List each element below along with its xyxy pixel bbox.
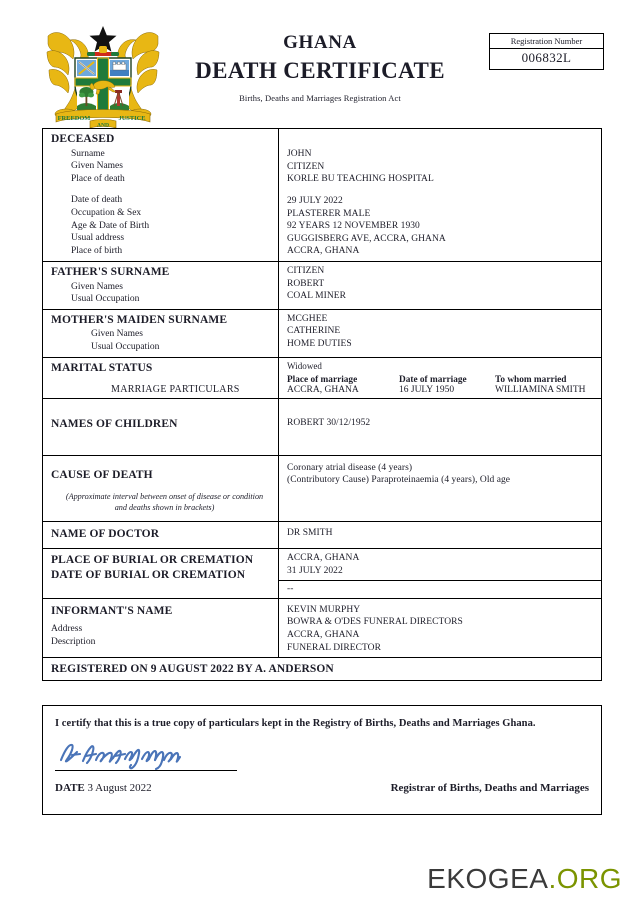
children-value-cell: [279, 399, 601, 455]
watermark-primary: EKOGEA: [427, 863, 549, 894]
marriage-particulars-value-row: [287, 385, 601, 395]
doctor-label-cell: [43, 522, 279, 548]
value-place-of-death: KORLE BU TEACHING HOSPITAL: [287, 174, 434, 185]
value-date-of-marriage: 16 JULY 1950: [399, 384, 455, 395]
value-usual-address: GUGGISBERG AVE, ACCRA, GHANA: [287, 233, 446, 244]
informant-values-cell: [279, 599, 601, 658]
burial-place-heading: PLACE OF BURIAL OR CREMATION: [51, 553, 254, 566]
label-occupation-sex: Occupation & Sex: [71, 208, 142, 219]
children-heading: NAMES OF CHILDREN: [51, 418, 178, 431]
signature-area: [55, 736, 255, 771]
table-row-mother: [43, 310, 601, 358]
title-block: [170, 32, 470, 103]
value-father-given-names: ROBERT: [287, 278, 325, 289]
marital-status-heading: MARITAL STATUS: [51, 361, 153, 374]
label-place-of-death: Place of death: [71, 173, 125, 184]
children-label-cell: [43, 399, 279, 455]
label-informant-address: Address: [51, 624, 83, 635]
mother-heading: MOTHER'S MAIDEN SURNAME: [51, 313, 228, 326]
table-row-registered: [43, 658, 601, 680]
cause-label-cell: [43, 456, 279, 522]
value-cause-line-1: Coronary atrial disease (4 years): [287, 462, 413, 473]
marriage-particulars-label: MARRIAGE PARTICULARS: [111, 384, 240, 396]
label-surname: Surname: [71, 148, 105, 159]
date-value: 3 August 2022: [87, 782, 152, 794]
father-values-cell: [279, 262, 601, 309]
value-mother-surname: MCGHEE: [287, 313, 328, 324]
deceased-labels-cell: [43, 129, 279, 261]
certification-statement: I certify that this is a true copy of particulars kept in the Registry of Births, Deaths and Marriages Ghana.: [55, 718, 536, 729]
spacer: [287, 132, 601, 148]
value-mother-occupation: HOME DUTIES: [287, 339, 352, 350]
spacer: [287, 186, 601, 195]
doctor-heading: NAME OF DOCTOR: [51, 528, 160, 541]
mother-labels-cell: [43, 310, 279, 357]
table-row-informant: [43, 599, 601, 659]
label-place-of-birth: Place of birth: [71, 245, 123, 256]
doctor-value-cell: [279, 522, 601, 548]
value-to-whom-married: WILLIAMINA SMITH: [495, 384, 586, 395]
label-usual-address: Usual address: [71, 233, 125, 244]
registered-statement: REGISTERED ON 9 AUGUST 2022 BY A. ANDERSON: [51, 663, 334, 676]
label-mother-given-names: Given Names: [91, 329, 143, 340]
burial-value-cell: [279, 549, 601, 598]
mother-values-cell: [279, 310, 601, 357]
value-informant-name: KEVIN MURPHY: [287, 604, 361, 615]
crest-motto-left: FREEDOM: [57, 115, 91, 123]
crest-motto-right: JUSTICE: [118, 115, 146, 123]
value-father-surname: CITIZEN: [287, 266, 325, 276]
value-place-of-birth: ACCRA, GHANA: [287, 246, 360, 257]
marital-labels-cell: [43, 358, 279, 399]
value-father-occupation: COAL MINER: [287, 291, 346, 302]
signature-rule: [55, 770, 237, 771]
certification-date: [55, 782, 152, 794]
certificate-header: [0, 0, 644, 129]
informant-heading: INFORMANT'S NAME: [51, 604, 173, 617]
table-row-deceased: [43, 129, 601, 262]
cause-of-death-heading: CAUSE OF DEATH: [51, 468, 153, 481]
value-informant-organisation: BOWRA & O'DES FUNERAL DIRECTORS: [287, 617, 463, 628]
ghana-coat-of-arms-icon: [44, 22, 162, 134]
label-given-names: Given Names: [71, 161, 123, 172]
registration-number-box: [489, 33, 604, 70]
label-age-dob: Age & Date of Birth: [71, 220, 150, 231]
value-children: ROBERT 30/12/1952: [287, 418, 371, 429]
burial-date-heading: DATE OF BURIAL OR CREMATION: [51, 569, 246, 582]
marital-values-cell: [279, 358, 601, 399]
value-cause-line-2: (Contributory Cause) Paraproteinaemia (4 years), Old age: [287, 475, 511, 486]
crest-motto-mid: AND: [96, 122, 110, 129]
value-informant-description: FUNERAL DIRECTOR: [287, 642, 381, 653]
country-title: GHANA: [283, 32, 357, 53]
registration-number-value: 006832L: [490, 48, 603, 68]
deceased-heading: DECEASED: [51, 133, 115, 145]
table-row-children: [43, 399, 601, 456]
value-date-of-death: 29 JULY 2022: [287, 195, 343, 206]
registration-act-subtitle: Births, Deaths and Marriages Registration Act: [239, 93, 401, 104]
value-marital-status: Widowed: [287, 360, 322, 371]
value-burial-date: 31 JULY 2022: [287, 565, 343, 576]
value-burial-extra: --: [287, 584, 294, 595]
date-label: DATE: [55, 782, 85, 794]
label-date-of-death: Date of death: [71, 195, 123, 206]
registrar-title: Registrar of Births, Deaths and Marriages: [390, 782, 589, 794]
label-father-given-names: Given Names: [71, 281, 123, 292]
registration-number-label: Registration Number: [510, 36, 583, 46]
marriage-particulars-header-row: [287, 375, 601, 385]
value-informant-address: ACCRA, GHANA: [287, 630, 360, 641]
burial-place-date-subrow: [279, 549, 601, 581]
label-informant-description: Description: [51, 636, 96, 647]
table-row-marital-status: [43, 358, 601, 400]
spacer: [51, 185, 278, 194]
ekogea-watermark: [427, 863, 622, 895]
value-occupation-sex: PLASTERER MALE: [287, 208, 371, 219]
registrar-signature: [55, 736, 245, 770]
table-row-father: [43, 262, 601, 310]
certificate-table: [42, 128, 602, 681]
col-place-of-marriage: Place of marriage: [287, 374, 358, 385]
value-surname: JOHN: [287, 149, 312, 159]
value-mother-given-names: CATHERINE: [287, 326, 341, 337]
father-heading: FATHER'S SURNAME: [51, 266, 170, 278]
burial-label-cell: [43, 549, 279, 598]
father-labels-cell: [43, 262, 279, 309]
label-mother-occupation: Usual Occupation: [91, 341, 160, 352]
col-date-of-marriage: Date of marriage: [399, 374, 467, 385]
value-doctor: DR SMITH: [287, 528, 333, 539]
col-to-whom-married: To whom married: [495, 374, 567, 385]
deceased-values-cell: [279, 129, 601, 261]
watermark-suffix: .ORG: [548, 863, 622, 894]
burial-extra-subrow: [279, 581, 601, 598]
informant-labels-cell: [43, 599, 279, 658]
label-father-occupation: Usual Occupation: [71, 294, 140, 305]
cause-of-death-note: (Approximate interval between onset of disease or condition and deaths shown in brackets): [65, 492, 264, 512]
value-given-names: CITIZEN: [287, 161, 325, 172]
certification-box: [42, 705, 602, 815]
table-row-doctor: [43, 522, 601, 549]
value-place-of-marriage: ACCRA, GHANA: [287, 384, 359, 395]
cause-value-cell: [279, 456, 601, 522]
value-burial-place: ACCRA, GHANA: [287, 552, 360, 563]
table-row-cause-of-death: [43, 456, 601, 523]
page-title: DEATH CERTIFICATE: [195, 57, 445, 83]
table-row-burial: [43, 549, 601, 599]
value-age-dob: 92 YEARS 12 NOVEMBER 1930: [287, 221, 420, 232]
